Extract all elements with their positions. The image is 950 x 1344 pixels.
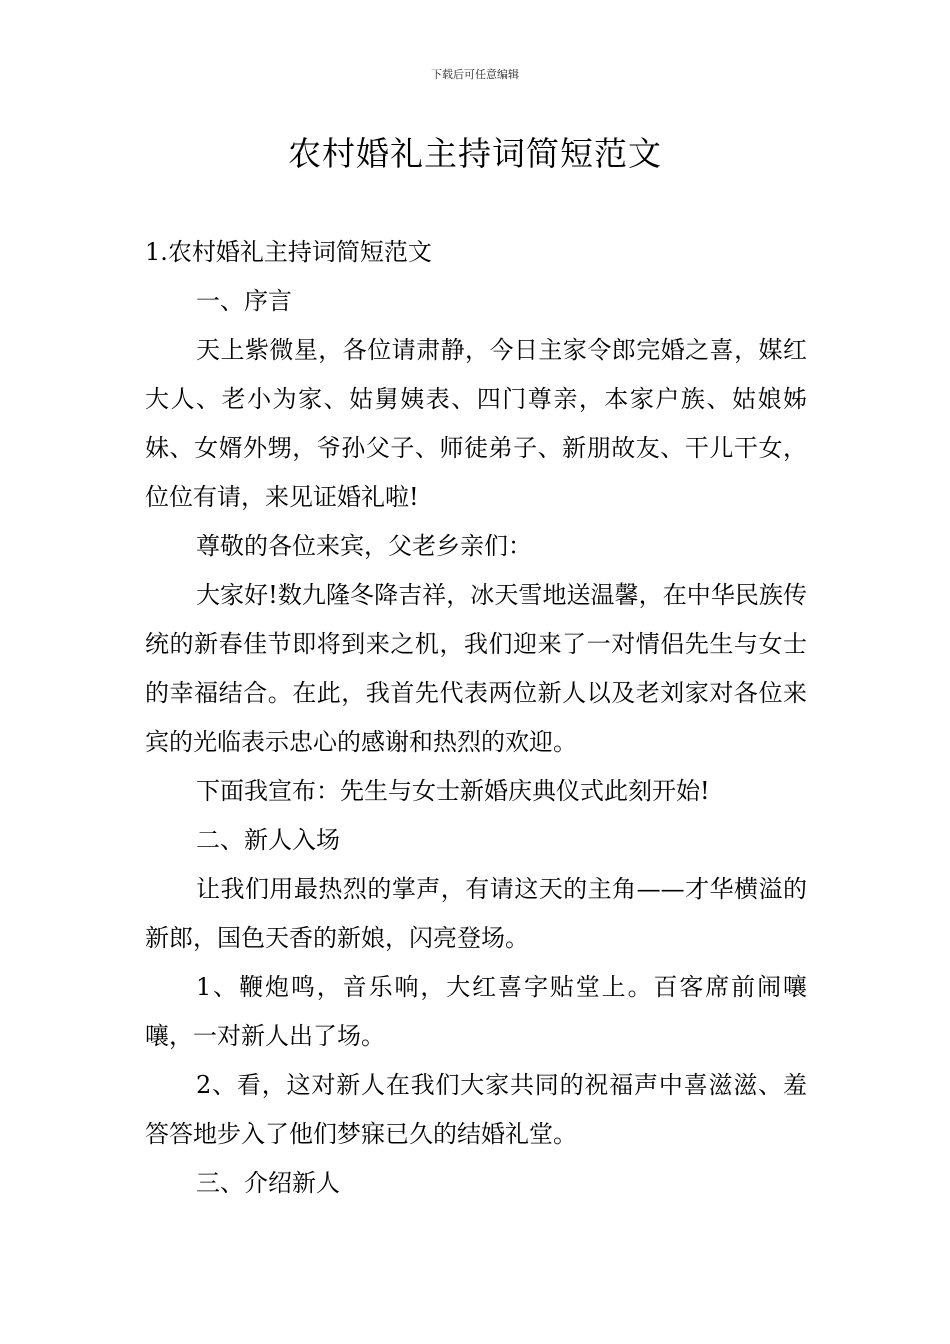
document-title: 农村婚礼主持词简短范文: [288, 134, 662, 173]
paragraph: 二、新人入场: [196, 826, 340, 854]
paragraph: 三、介绍新人: [196, 1169, 340, 1197]
section-subtitle: 1.农村婚礼主持词简短范文: [145, 238, 432, 266]
paragraph: 2、看，这对新人在我们大家共同的祝福声中喜滋滋、羞答答地步入了他们梦寐已久的结婚礼堂。: [145, 1071, 807, 1148]
paragraph: 天上紫微星，各位请肃静，今日主家令郎完婚之喜，媒红大人、老小为家、姑舅姨表、四门尊亲，本家户族、姑娘姊妹、女婿外甥，爷孙父子、师徒弟子、新朋故友、干儿干女，位位有请，来见证婚礼啦!: [145, 336, 807, 511]
header-note: 下载后可任意编辑: [431, 68, 519, 81]
paragraph: 一、序言: [196, 287, 292, 315]
paragraph: 让我们用最热烈的掌声，有请这天的主角——才华横溢的新郎，国色天香的新娘，闪亮登场。: [145, 875, 807, 952]
paragraph: 1、鞭炮鸣，音乐响，大红喜字贴堂上。百客席前闹嚷嚷，一对新人出了场。: [145, 973, 807, 1050]
document-body: [145, 228, 807, 1208]
paragraph: 下面我宣布：先生与女士新婚庆典仪式此刻开始!: [196, 777, 710, 805]
paragraph: 尊敬的各位来宾，父老乡亲们：: [196, 532, 532, 560]
paragraph: 大家好!数九隆冬降吉祥，冰天雪地送温馨，在中华民族传统的新春佳节即将到来之机，我们迎来了一对情侣先生与女士的幸福结合。在此，我首先代表两位新人以及老刘家对各位来宾的光临表示忠心的感谢和热烈的欢迎。: [145, 581, 807, 756]
